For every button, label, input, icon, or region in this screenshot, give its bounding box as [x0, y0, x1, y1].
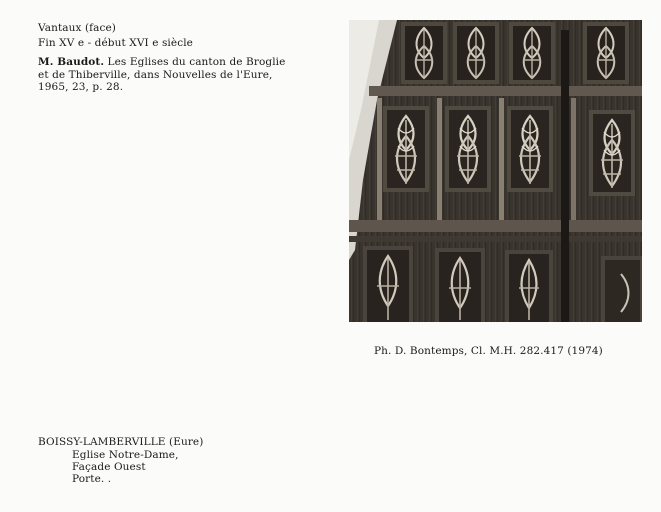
reference-line-1: [38, 56, 285, 68]
location-facade: Façade Ouest: [72, 461, 146, 473]
reference-line-2: et de Thiberville, dans Nouvelles de l'Eure,: [38, 69, 273, 81]
location-commune: BOISSY-LAMBERVILLE (Eure): [38, 436, 204, 448]
reference-title: Les Eglises du canton de Broglie: [104, 56, 286, 68]
photo-credit: Ph. D. Bontemps, Cl. M.H. 282.417 (1974): [374, 345, 603, 357]
object-title: Vantaux (face): [38, 22, 116, 34]
reference-author: M. Baudot.: [38, 56, 105, 68]
location-element: Porte. .: [72, 473, 112, 485]
reference-line-3: 1965, 23, p. 28.: [38, 81, 124, 93]
door-leaf-photograph: [349, 20, 642, 322]
object-date: Fin XV e - début XVI e siècle: [38, 37, 193, 49]
location-building: Eglise Notre-Dame,: [72, 449, 179, 461]
